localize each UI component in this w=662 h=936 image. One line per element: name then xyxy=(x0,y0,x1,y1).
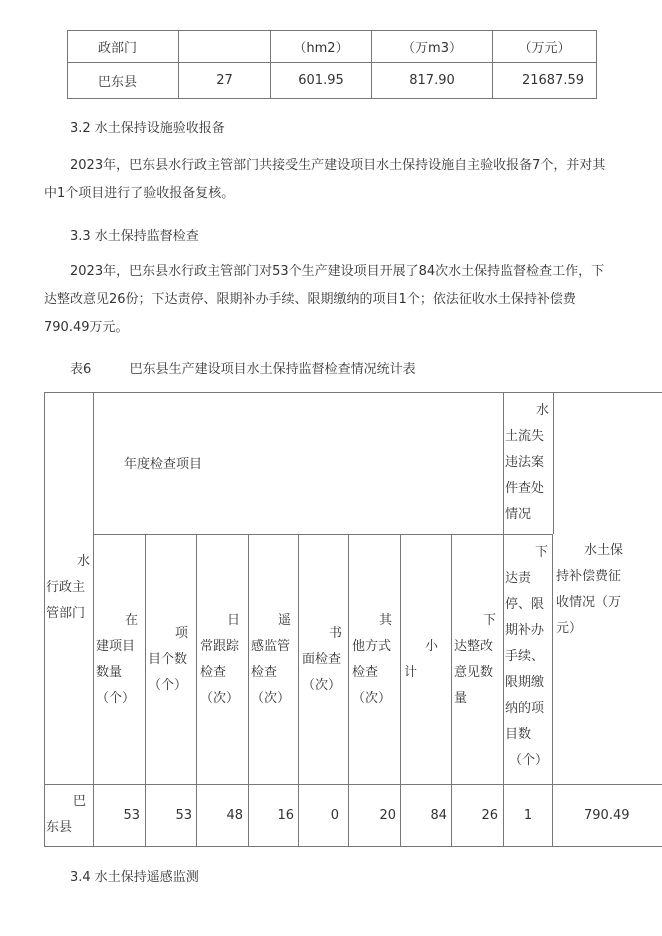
subheader-subtotal xyxy=(404,634,450,686)
body-line: 中1个项目进行了验收报备复核。 xyxy=(44,186,235,201)
header-line: （次） xyxy=(302,678,342,693)
header-line: 在 xyxy=(124,613,138,628)
header-line: 遥 xyxy=(277,613,291,628)
previous-table-data-row xyxy=(68,63,597,99)
header-line: 量 xyxy=(454,691,468,706)
header-line: 违法案 xyxy=(505,455,545,470)
body-line: 2023年，巴东县水行政主管部门对53个生产建设项目开展了84次水土保持监督检查工作，下 xyxy=(70,264,605,279)
header-line: （个） xyxy=(148,678,188,693)
header-line: （次） xyxy=(251,691,291,706)
section-3-2-title: 3.2 水土保持设施验收报备 xyxy=(70,121,225,136)
value-cell: 0 xyxy=(330,808,339,823)
section-3-4-title: 3.4 水土保持遥感监测 xyxy=(70,870,199,885)
header-line: 期补办 xyxy=(505,623,545,638)
section-3-3-body xyxy=(44,258,624,342)
header-line: 项 xyxy=(174,626,188,641)
county-cell xyxy=(46,789,90,841)
violation-header xyxy=(505,398,549,528)
col-divider xyxy=(248,534,249,847)
table-border-top xyxy=(44,392,662,393)
value-cell: 53 xyxy=(123,808,140,823)
header-cell xyxy=(179,31,271,63)
header-cell: 政部门 xyxy=(68,31,179,63)
header-line: 停、限 xyxy=(505,597,545,612)
body-line: 2023年，巴东县水行政主管部门共接受生产建设项目水土保持设施自主验收报备7个，并对其 xyxy=(70,158,606,173)
header-line: 下 xyxy=(482,613,496,628)
header-line: 检查 xyxy=(200,665,227,680)
header-line: 数量 xyxy=(96,665,123,680)
header-line: 下 xyxy=(534,545,548,560)
data-cell: 27 xyxy=(179,63,271,99)
body-line: 790.49万元。 xyxy=(44,320,129,335)
header-line: 手续、 xyxy=(505,649,545,664)
header-line: 水土保 xyxy=(584,543,624,558)
header-line: 意见数 xyxy=(454,665,494,680)
header-line: 目个数 xyxy=(148,652,188,667)
header-line: 水 xyxy=(535,403,549,418)
header-line: 目数 xyxy=(505,727,532,742)
col-divider xyxy=(503,392,504,847)
data-cell: 817.90 xyxy=(372,63,493,99)
header-line: 书 xyxy=(328,626,342,641)
subheader-under-construction xyxy=(96,608,144,712)
table-rule-header-bottom xyxy=(44,784,662,785)
table-6-clip xyxy=(44,392,662,848)
header-line: 达整改 xyxy=(454,639,494,654)
table-6-caption xyxy=(70,358,416,377)
subheader-routine-check xyxy=(200,608,248,712)
col-divider xyxy=(400,534,401,847)
body-line: 达整改意见26份；下达责停、限期补办手续、限期缴纳的项目1个；依法征收水土保持补偿费 xyxy=(44,292,576,307)
subheader-remote-sensing-check xyxy=(251,608,299,712)
header-line: 检查 xyxy=(352,665,379,680)
header-line: （次） xyxy=(352,691,392,706)
col-divider xyxy=(348,534,349,847)
table-title: 巴东县生产建设项目水土保持监督检查情况统计表 xyxy=(129,362,416,377)
header-line: 土流失 xyxy=(505,429,545,444)
header-line: 检查 xyxy=(251,665,278,680)
col-divider xyxy=(145,534,146,847)
header-line: 持补偿费征 xyxy=(556,569,622,584)
value-cell: 790.49 xyxy=(584,808,630,823)
value-cell: 1 xyxy=(523,808,533,823)
value-cell: 48 xyxy=(226,808,243,823)
header-line: （次） xyxy=(200,691,240,706)
annual-check-header: 年度检查项目 xyxy=(124,457,203,472)
header-line: 收情况（万 xyxy=(556,595,622,610)
dept-header-cont xyxy=(46,575,96,627)
header-line: 计 xyxy=(404,665,418,680)
dept-header xyxy=(46,549,90,575)
county-cell: 巴东县 xyxy=(68,63,179,99)
header-line: 纳的项 xyxy=(505,701,545,716)
header-line: 小 xyxy=(424,639,438,654)
subheader-written-check xyxy=(302,621,348,699)
header-line: 件查处 xyxy=(505,481,545,496)
header-line: 情况 xyxy=(505,507,532,522)
subheader-project-count xyxy=(148,621,194,699)
header-line: 限期缴 xyxy=(505,675,545,690)
header-cell: （万元） xyxy=(493,31,597,63)
table-number: 表6 xyxy=(70,362,92,377)
header-line: 感监管 xyxy=(251,639,291,654)
header-line: 日 xyxy=(226,613,240,628)
col-divider xyxy=(553,392,554,534)
header-line: 行政主 xyxy=(46,580,86,595)
subheader-rectification xyxy=(454,608,502,712)
header-line: 水 xyxy=(76,554,90,569)
header-line: 面检查 xyxy=(302,652,342,667)
col-divider xyxy=(552,534,553,847)
header-line: 元） xyxy=(556,621,583,636)
table-rule-subheader xyxy=(93,534,553,535)
value-cell: 20 xyxy=(379,808,396,823)
county-line: 巴 xyxy=(72,794,86,809)
header-line: 常跟踪 xyxy=(200,639,240,654)
header-cell: （hm2） xyxy=(271,31,372,63)
compensation-header xyxy=(556,538,662,642)
header-line: （个） xyxy=(508,753,548,768)
data-cell: 21687.59 xyxy=(493,63,597,99)
col-divider xyxy=(196,534,197,847)
previous-table xyxy=(67,30,597,99)
value-cell: 53 xyxy=(175,808,192,823)
header-cell: （万m3） xyxy=(372,31,493,63)
header-line: （个） xyxy=(96,691,136,706)
value-cell: 26 xyxy=(481,808,498,823)
header-line: 管部门 xyxy=(46,606,86,621)
previous-table-header-row xyxy=(68,31,597,63)
table-border-left xyxy=(44,392,45,847)
header-line: 达责 xyxy=(505,571,532,586)
section-3-2-body xyxy=(44,152,624,208)
header-line: 其 xyxy=(378,613,392,628)
county-line: 东县 xyxy=(46,820,73,835)
header-line: 他方式 xyxy=(352,639,392,654)
data-cell: 601.95 xyxy=(271,63,372,99)
table-6 xyxy=(44,392,662,847)
section-3-3-title: 3.3 水土保持监督检查 xyxy=(70,229,199,244)
value-cell: 16 xyxy=(277,808,294,823)
subheader-suspension xyxy=(505,540,552,774)
header-line: 建项目 xyxy=(96,639,136,654)
col-divider xyxy=(451,534,452,847)
value-cell: 84 xyxy=(430,808,447,823)
subheader-other-check xyxy=(352,608,400,712)
table-border-bottom xyxy=(44,846,662,847)
